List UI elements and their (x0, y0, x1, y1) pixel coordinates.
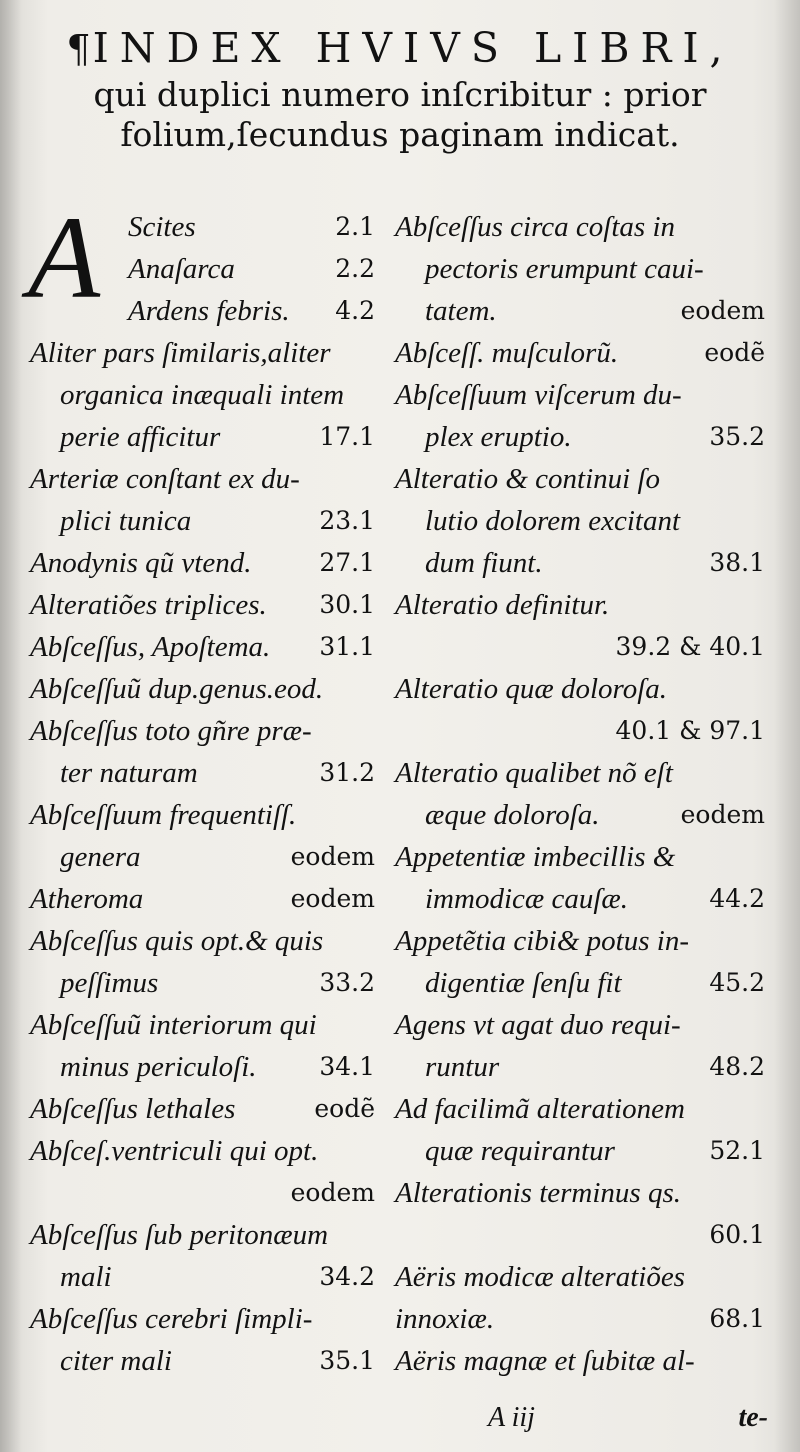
entry-text: immodicæ cauſæ. (425, 883, 628, 915)
index-entry (30, 332, 375, 374)
entry-text: Abſceſſus lethales (30, 1093, 236, 1125)
index-entry (395, 458, 765, 500)
left-index-column (28, 192, 375, 1382)
entry-reference: eodem (290, 884, 375, 913)
index-entry (395, 1172, 765, 1214)
entry-text: Appetentiæ imbecillis & (395, 841, 676, 873)
index-entry (30, 1172, 375, 1214)
pilcrow-mark: ¶ (66, 27, 93, 71)
entry-text: Atheroma (30, 883, 144, 915)
index-entry (30, 752, 375, 794)
entry-reference: eodẽ (704, 338, 765, 367)
index-entry (395, 1130, 765, 1172)
entry-text: genera (60, 841, 141, 873)
entry-text: Scites (128, 211, 196, 243)
entry-text: Abſceſſ. muſculorũ. (395, 337, 619, 369)
entry-text: dum fiunt. (425, 547, 543, 579)
entry-reference: eodem (290, 1178, 375, 1207)
index-entry (30, 962, 375, 1004)
index-entry (30, 500, 375, 542)
index-title-text: INDEX HVIVS LIBRI, (92, 24, 734, 72)
index-entry (395, 416, 765, 458)
index-entry (30, 458, 375, 500)
index-entry (30, 836, 375, 878)
entry-reference: 33.2 (319, 968, 375, 997)
entry-reference: 4.2 (335, 296, 375, 325)
index-entry (395, 1004, 765, 1046)
entry-reference: 40.1 & 97.1 (615, 716, 765, 745)
entry-text: Alteratiões triplices. (30, 589, 267, 621)
index-entry (30, 710, 375, 752)
index-entry (30, 1298, 375, 1340)
entry-text: plex eruptio. (425, 421, 572, 453)
index-entry (395, 668, 765, 710)
index-entry (30, 1088, 375, 1130)
page-left-shadow (0, 0, 22, 1452)
drop-cap: A (28, 192, 101, 323)
entry-reference: eodem (680, 296, 765, 325)
entry-text: Appetẽtia cibi& potus in- (395, 925, 689, 957)
entry-reference: 2.1 (335, 212, 375, 241)
index-entry (30, 1130, 375, 1172)
entry-reference: eodem (680, 800, 765, 829)
entry-text: plici tunica (60, 505, 192, 537)
entry-text: Abſceſſus quis opt.& quis (30, 925, 324, 957)
entry-text: Abſceſſuum frequentiſſ. (30, 799, 297, 831)
entry-text: runtur (425, 1051, 500, 1083)
entry-reference: 48.2 (709, 1052, 765, 1081)
entry-reference: 34.1 (319, 1052, 375, 1081)
index-entry (395, 710, 765, 752)
entry-text: Aliter pars ſimilaris,aliter (30, 337, 331, 369)
index-entry (30, 878, 375, 920)
entry-text: Abſceſſus circa coſtas in (395, 211, 676, 243)
entry-text: Abſceſſus, Apoſtema. (30, 631, 271, 663)
index-entry (395, 626, 765, 668)
index-entry (395, 584, 765, 626)
entry-text: peſſimus (60, 967, 159, 999)
entry-reference: eodem (290, 842, 375, 871)
entry-reference: 34.2 (319, 1262, 375, 1291)
entry-text: Abſceſſuũ dup.genus.eod. (30, 673, 324, 705)
entry-reference: 44.2 (709, 884, 765, 913)
entry-reference: 39.2 & 40.1 (615, 632, 765, 661)
entry-text: Anodynis qũ vtend. (30, 547, 252, 579)
index-entry (395, 794, 765, 836)
index-entry (395, 962, 765, 1004)
index-entry (30, 206, 375, 248)
index-entry (30, 290, 375, 332)
entry-reference: 68.1 (709, 1304, 765, 1333)
entry-text: Abſceſſus ſub peritonæum (30, 1219, 329, 1251)
entry-reference: 60.1 (709, 1220, 765, 1249)
index-entry (395, 1256, 765, 1298)
entry-text: Abſceſſus toto gñre præ- (30, 715, 312, 747)
index-entry (395, 1046, 765, 1088)
index-entry (395, 1088, 765, 1130)
index-entry (395, 752, 765, 794)
entry-text: Aëris magnæ et ſubitæ al- (395, 1345, 695, 1377)
entry-text: perie afficitur (60, 421, 221, 453)
entry-text: Alterationis terminus qs. (395, 1177, 681, 1209)
entry-reference: 23.1 (319, 506, 375, 535)
index-entry (395, 290, 765, 332)
entry-text: mali (60, 1261, 112, 1293)
entry-reference: eodẽ (314, 1094, 375, 1123)
entry-reference: 35.1 (319, 1346, 375, 1375)
signature-mark: A iij (488, 1402, 535, 1433)
index-entry (30, 248, 375, 290)
entry-text: innoxiæ. (395, 1303, 495, 1335)
index-entry (395, 248, 765, 290)
index-header (20, 22, 780, 155)
entry-text: quæ requirantur (425, 1135, 615, 1167)
index-entry (395, 374, 765, 416)
index-entry (30, 1256, 375, 1298)
entry-text: minus periculoſi. (60, 1051, 257, 1083)
entry-reference: 52.1 (709, 1136, 765, 1165)
entry-text: organica inæquali intem (60, 379, 345, 411)
index-entry (395, 920, 765, 962)
entry-text: Arteriæ conſtant ex du- (30, 463, 300, 495)
entry-text: pectoris erumpunt caui- (425, 253, 704, 285)
entry-reference: 31.2 (319, 758, 375, 787)
entry-text: citer mali (60, 1345, 172, 1377)
entry-reference: 31.1 (319, 632, 375, 661)
entry-reference: 45.2 (709, 968, 765, 997)
entry-text: Abſceſ.ventriculi qui opt. (30, 1135, 319, 1167)
index-entry (30, 794, 375, 836)
index-entry (395, 836, 765, 878)
index-entry (395, 500, 765, 542)
catchword: te- (738, 1402, 768, 1433)
index-entry (30, 920, 375, 962)
index-entry (30, 668, 375, 710)
index-entry (395, 878, 765, 920)
entry-text: Ad facilimã alterationem (395, 1093, 685, 1125)
index-entry (395, 1298, 765, 1340)
entry-text: Alteratio qualibet nõ eſt (395, 757, 673, 789)
index-entry (395, 1340, 765, 1382)
entry-reference: 30.1 (319, 590, 375, 619)
entry-text: Ardens febris. (128, 295, 290, 327)
index-entry (395, 332, 765, 374)
entry-reference: 2.2 (335, 254, 375, 283)
header-subtitle-line-1: qui duplici numero inſcribitur : prior (93, 75, 707, 114)
entry-reference: 35.2 (709, 422, 765, 451)
index-entry (30, 1340, 375, 1382)
entry-text: Abſceſſuum viſcerum du- (395, 379, 682, 411)
index-entry (30, 1046, 375, 1088)
header-subtitle-line-2: folium,ſecundus paginam indicat. (120, 115, 680, 154)
index-title (20, 22, 780, 75)
page-footer (488, 1396, 768, 1440)
entry-text: Abſceſſus cerebri ſimpli- (30, 1303, 313, 1335)
index-entry (30, 1214, 375, 1256)
entry-text: æque doloroſa. (425, 799, 600, 831)
entry-text: digentiæ ſenſu fit (425, 967, 622, 999)
index-entry (30, 1004, 375, 1046)
index-entry (395, 206, 765, 248)
entry-text: Agens vt agat duo requi- (395, 1009, 681, 1041)
index-entry (30, 374, 375, 416)
entry-text: Alteratio quæ doloroſa. (395, 673, 668, 705)
entry-text: tatem. (425, 295, 497, 327)
entry-text: ter naturam (60, 757, 198, 789)
entry-reference: 27.1 (319, 548, 375, 577)
index-entry (395, 542, 765, 584)
entry-reference: 38.1 (709, 548, 765, 577)
entry-text: Aëris modicæ alteratiões (395, 1261, 685, 1293)
page-spine-shadow (774, 0, 800, 1452)
entry-text: Abſceſſuũ interiorum qui (30, 1009, 317, 1041)
entry-text: Anaſarca (128, 253, 235, 285)
index-entry (30, 542, 375, 584)
index-entry (395, 1214, 765, 1256)
index-entry (30, 584, 375, 626)
index-entry (30, 626, 375, 668)
index-entry (30, 416, 375, 458)
entry-text: Alteratio definitur. (395, 589, 610, 621)
entry-text: lutio dolorem excitant (425, 505, 681, 537)
entry-text: Alteratio & continui ſo (395, 463, 661, 495)
entry-reference: 17.1 (319, 422, 375, 451)
right-index-column (395, 206, 765, 1382)
